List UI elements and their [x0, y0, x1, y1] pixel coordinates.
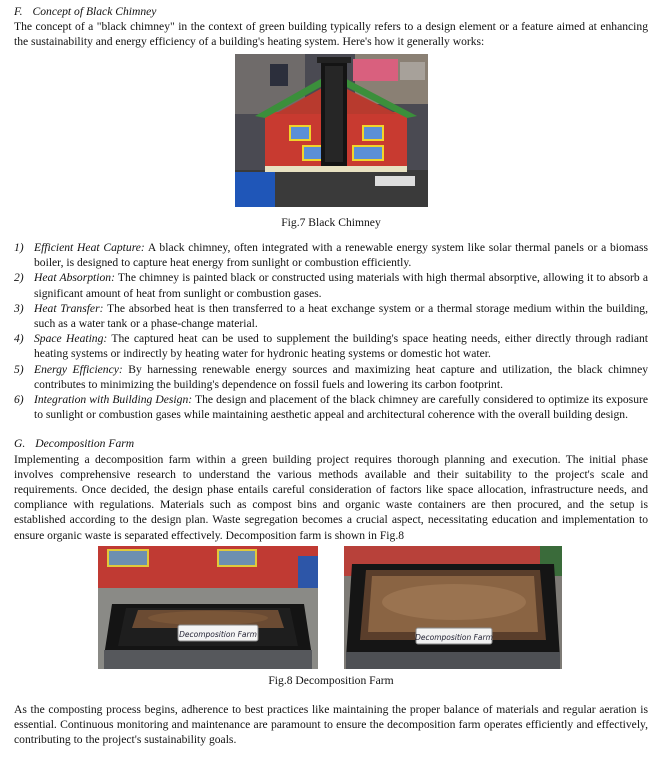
- photo-label-left: Decomposition Farm: [179, 629, 257, 639]
- section-f-heading: [14, 4, 648, 19]
- black-chimney-list: [14, 240, 648, 422]
- item-text: The captured heat can be used to supplement the building's space heating needs, either directly through radiant heating systems or indirectly by heating water for hydronic heating systems or domestic hot water.: [34, 332, 648, 361]
- section-g-heading: [14, 436, 648, 451]
- item-term: Integration with Building Design:: [34, 393, 193, 407]
- decomposition-farm-photo-right: [344, 546, 562, 669]
- item-text: The chimney is painted black or constructed using materials with high thermal absorptive, allowing it to absorb a significant amount of heat from sunlight or combustion gases.: [34, 271, 649, 300]
- item-term: Efficient Heat Capture:: [34, 241, 145, 255]
- item-number: 4): [14, 332, 24, 346]
- paper-page: [14, 0, 648, 748]
- figure-8-caption: Fig.8 Decomposition Farm: [268, 673, 394, 687]
- photo-label-right: Decomposition Farm: [415, 632, 493, 642]
- item-term: Heat Transfer:: [34, 301, 104, 315]
- list-item: [14, 362, 648, 392]
- item-text: A black chimney, often integrated with a renewable energy system like solar thermal panels or a biomass boiler, is designed to capture heat energy from sunlight or combustion efficiently.: [34, 241, 648, 270]
- item-term: Heat Absorption:: [34, 271, 115, 285]
- item-number: 1): [14, 241, 24, 255]
- section-g-letter: G.: [14, 437, 26, 451]
- item-number: 2): [14, 271, 24, 285]
- section-f-title: Concept of Black Chimney: [32, 5, 157, 18]
- decomposition-farm-photo-left: [98, 546, 318, 669]
- item-term: Space Heating:: [34, 332, 108, 346]
- figure-7-caption: Fig.7 Black Chimney: [281, 215, 381, 229]
- item-number: 6): [14, 393, 24, 407]
- list-item: [14, 301, 648, 331]
- item-number: 3): [14, 301, 24, 315]
- list-item: [14, 270, 648, 300]
- section-g-title: Decomposition Farm: [35, 437, 135, 451]
- item-text: The absorbed heat is then transferred to a heat exchange system or a thermal storage medium within the building, such as a water tank or a phase-change material.: [34, 301, 648, 331]
- item-text: The design and placement of the black chimney are carefully considered to optimize its exposure to sunlight or combustion gases while maintaining aesthetic appeal and architectural coherence with the overall building design.: [34, 393, 648, 422]
- section-f-letter: F.: [14, 5, 23, 18]
- section-f-intro: The concept of a "black chimney" in the context of green building typically refers to a design element or a feature aimed at enhancing the sustainability and energy efficiency of a building's heating system. Here's how it generally works:: [14, 20, 648, 49]
- list-item: [14, 240, 648, 270]
- section-g-paragraph: Implementing a decomposition farm within a green building project requires thorough planning and execution. The initial phase involves comprehensive research to understand the various methods available and their suitability to the project's scale and requirements. Once decided, the design phase entails careful consideration of factors like space allocation, infrastructure needs, and compliance with regulations. Materials such as compost bins and organic waste containers are then procured, and the setup is established according to the design plan. Waste segregation becomes a crucial aspect, necessitating education and implementation to ensure organic waste is separated effectively. Decomposition farm is shown in Fig.8: [14, 452, 648, 542]
- list-item: [14, 392, 648, 422]
- section-g-closing: As the composting process begins, adherence to best practices like maintaining the proper balance of materials and regular aeration is essential. Continuous monitoring and maintenance are paramount to ensure the decomposition farm operates efficiently and effectively, contributing to the project's sustainability goals.: [14, 703, 648, 747]
- item-term: Energy Efficiency:: [34, 362, 123, 376]
- figure-7: [14, 54, 648, 211]
- figure-8: [14, 546, 648, 669]
- list-item: [14, 331, 648, 361]
- item-text: By harnessing renewable energy sources and maximizing heat capture and utilization, the black chimney contributes to minimizing the building's dependence on fossil fuels and lowering its carbon footprint.: [34, 362, 649, 391]
- item-number: 5): [14, 362, 24, 376]
- black-chimney-photo: [235, 54, 428, 207]
